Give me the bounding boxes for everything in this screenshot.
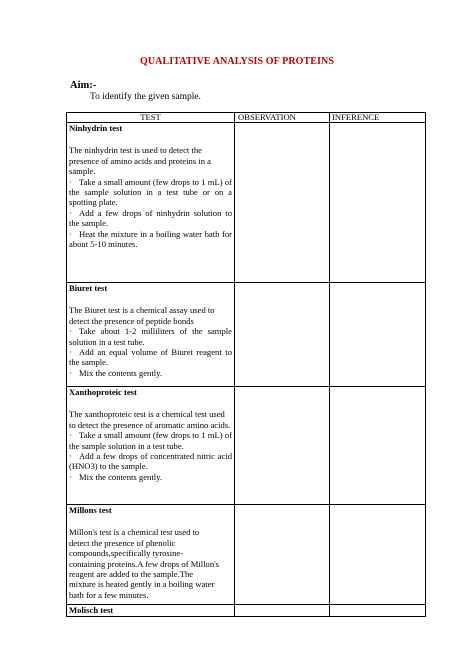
inference-cell xyxy=(330,505,426,605)
header-observation: OBSERVATION xyxy=(235,113,330,123)
test-step: · Add a few drops of ninhydrin solution to the sample. xyxy=(69,207,232,229)
test-step: · Add an equal volume of Biuret reagent to the sample. xyxy=(69,347,232,368)
test-name: Molisch test xyxy=(69,605,114,615)
test-step: · Mix the contents gently. xyxy=(69,471,162,482)
inference-cell xyxy=(330,605,426,617)
test-description: The xanthoproteic test is a chemical test used to detect the presence of aromatic amino acids. xyxy=(69,409,231,430)
bullet-icon: · xyxy=(69,430,72,441)
test-step: · Heat the mixture in a boiling water bath for about 5-10 minutes. xyxy=(69,228,232,250)
table-row-molisch xyxy=(67,605,426,617)
inference-cell xyxy=(330,283,426,387)
aim-label: Aim:- xyxy=(70,80,97,91)
test-step: · Add a few drops of concentrated nitric acid (HNO3) to the sample. xyxy=(69,451,232,472)
test-cell xyxy=(67,123,235,283)
bullet-icon: · xyxy=(69,326,72,337)
aim-text: To identify the given sample. xyxy=(90,92,201,102)
test-cell xyxy=(67,283,235,387)
test-description: Millon's test is a chemical test used to detect the presence of phenolic compounds,specifically tyrosine-containing proteins.A few drops of Millon's reagent are added to the sample.The mixture is heated gently in a boiling water bath for a few minutes. xyxy=(69,527,220,600)
observation-cell xyxy=(235,605,330,617)
observation-cell xyxy=(235,123,330,283)
header-test: TEST xyxy=(67,113,235,123)
table-row-xanthoproteic xyxy=(67,387,426,505)
page-title: QUALITATIVE ANALYSIS OF PROTEINS xyxy=(139,56,335,67)
table-row-biuret xyxy=(67,283,426,387)
bullet-icon: · xyxy=(69,228,72,239)
test-name: Ninhydrin test xyxy=(69,123,123,133)
table-row-millons xyxy=(67,505,426,605)
inference-cell xyxy=(330,123,426,283)
observation-cell xyxy=(235,505,330,605)
test-description: The Biuret test is a chemical assay used to detect the presence of peptide bonds xyxy=(69,305,215,326)
test-cell xyxy=(67,505,235,605)
inference-cell xyxy=(330,387,426,505)
test-step: · Mix the contents gently. xyxy=(69,367,162,378)
table-header-row xyxy=(67,113,426,123)
bullet-icon: · xyxy=(69,347,72,358)
test-cell xyxy=(67,605,235,617)
test-name: Biuret test xyxy=(69,283,108,293)
test-description: The ninhydrin test is used to detect the presence of amino acids and proteins in a sample. xyxy=(69,145,211,177)
table-row-ninhydrin xyxy=(67,123,426,283)
test-step: · Take a small amount (few drops to 1 mL) of the sample solution in a test tube or on a spotting plate. xyxy=(69,176,232,208)
analysis-table xyxy=(66,112,426,617)
observation-cell xyxy=(235,283,330,387)
header-inference: INFERENCE xyxy=(330,113,426,123)
test-name: Xanthoproteic test xyxy=(69,387,137,397)
observation-cell xyxy=(235,387,330,505)
test-cell xyxy=(67,387,235,505)
bullet-icon: · xyxy=(69,367,72,378)
bullet-icon: · xyxy=(69,471,72,482)
test-name: Millons test xyxy=(69,505,112,515)
bullet-icon: · xyxy=(69,176,72,187)
test-step: · Take a small amount (few drops to 1 mL) of the sample solution in a test tube. xyxy=(69,430,232,451)
bullet-icon: · xyxy=(69,451,72,462)
test-step: · Take about 1-2 milliliters of the sample solution in a test tube. xyxy=(69,326,232,347)
bullet-icon: · xyxy=(69,207,72,218)
